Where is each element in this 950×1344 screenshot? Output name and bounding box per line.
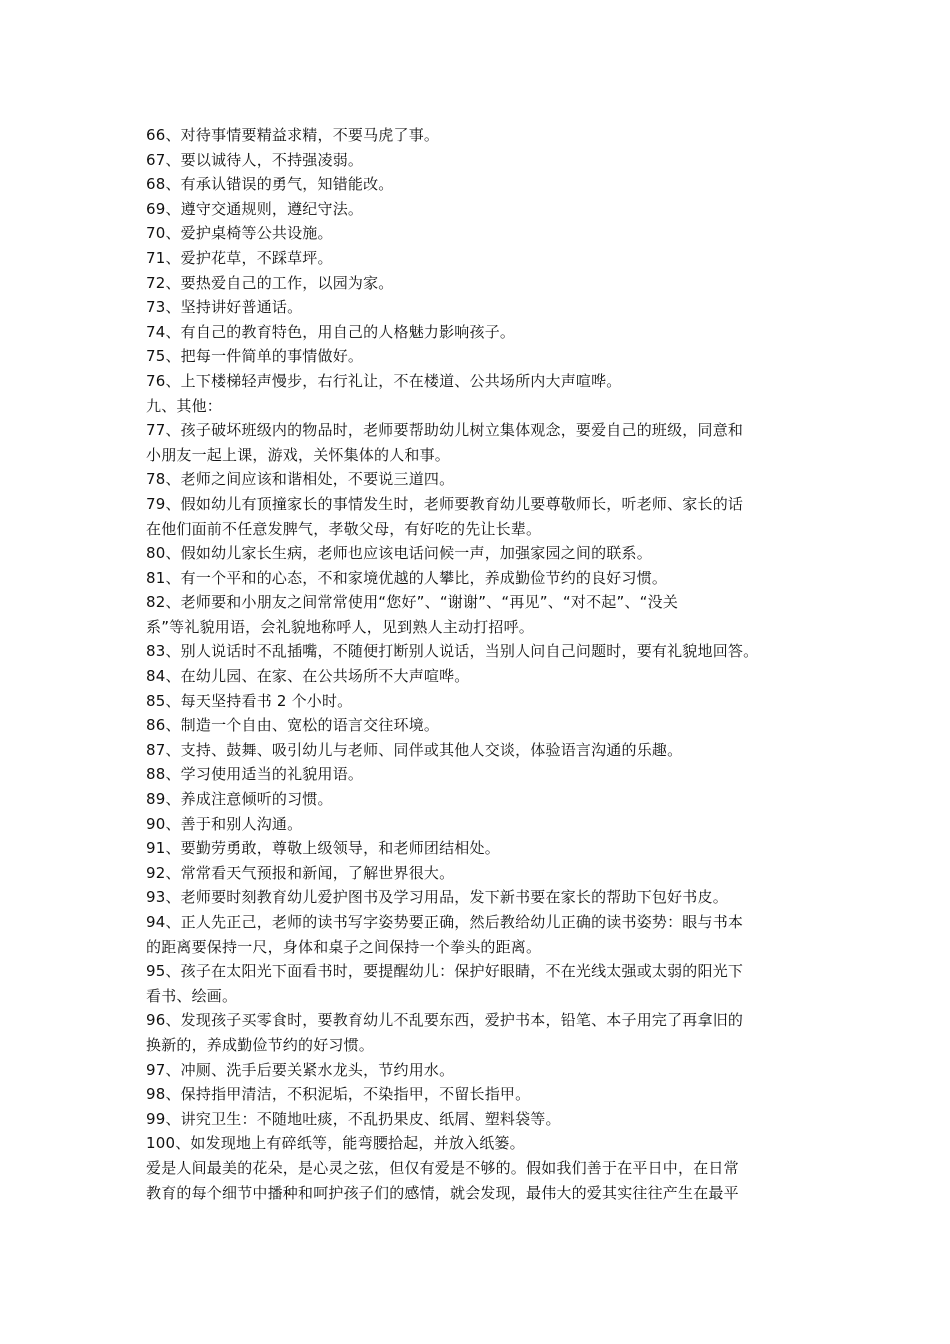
text-line: 70、爱护桌椅等公共设施。: [146, 224, 333, 243]
text-line: 74、有自己的教育特色，用自己的人格魅力影响孩子。: [146, 322, 516, 341]
text-line: 98、保持指甲清洁，不积泥垢，不染指甲，不留长指甲。: [146, 1085, 531, 1104]
text-line: 81、有一个平和的心态，不和家境优越的人攀比，养成勤俭节约的良好习惯。: [146, 568, 668, 587]
text-line: 71、爱护花草，不踩草坪。: [146, 248, 333, 267]
text-line: 68、有承认错误的勇气，知错能改。: [146, 175, 394, 194]
text-line: 76、上下楼梯轻声慢步，右行礼让，不在楼道、公共场所内大声喧哗。: [146, 371, 622, 390]
text-line: 67、要以诚待人，不持强凌弱。: [146, 150, 364, 169]
text-line: 92、常常看天气预报和新闻，了解世界很大。: [146, 863, 455, 882]
text-line: 72、要热爱自己的工作，以园为家。: [146, 273, 394, 292]
text-line: 75、把每一件简单的事情做好。: [146, 347, 364, 366]
text-line: 80、假如幼儿家长生病，老师也应该电话问候一声，加强家园之间的联系。: [146, 544, 652, 563]
text-line: 96、发现孩子买零食时，要教育幼儿不乱要东西，爱护书本，铅笔、本子用完了再拿旧的: [146, 1011, 744, 1030]
text-line: 69、遵守交通规则，遵纪守法。: [146, 199, 364, 218]
text-line: 85、每天坚持看书 2 个小时。: [146, 691, 353, 710]
text-line: 89、养成注意倾听的习惯。: [146, 790, 333, 809]
text-line: 90、善于和别人沟通。: [146, 814, 303, 833]
document-body: [146, 123, 812, 1205]
text-line: 83、别人说话时不乱插嘴，不随便打断别人说话，当别人问自己问题时，要有礼貌地回答。: [146, 642, 759, 661]
text-line: 78、老师之间应该和谐相处，不要说三道四。: [146, 470, 455, 489]
text-line: 99、讲究卫生：不随地吐痰，不乱扔果皮、纸屑、塑料袋等。: [146, 1109, 561, 1128]
text-line: 97、冲厕、洗手后要关紧水龙头，节约用水。: [146, 1060, 455, 1079]
text-line: 82、老师要和小朋友之间常常使用“您好”、“谢谢”、“再见”、“对不起”、“没关: [146, 593, 679, 612]
text-line: 看书、绘画。: [146, 986, 238, 1005]
section-heading: 九、其他：: [146, 396, 223, 415]
text-line: 73、坚持讲好普通话。: [146, 298, 303, 317]
text-line: 88、学习使用适当的礼貌用语。: [146, 765, 364, 784]
text-line: 94、正人先正己，老师的读书写字姿势要正确，然后教给幼儿正确的读书姿势：眼与书本: [146, 913, 744, 931]
text-line: 100、如发现地上有碎纸等，能弯腰拾起，并放入纸篓。: [146, 1134, 525, 1153]
text-line: 换新的，养成勤俭节约的好习惯。: [146, 1035, 375, 1054]
text-line: 93、老师要时刻教育幼儿爱护图书及学习用品，发下新书要在家长的帮助下包好书皮。: [146, 888, 728, 907]
text-line: 91、要勤劳勇敢，尊敬上级领导，和老师团结相处。: [146, 839, 500, 858]
text-line: 87、支持、鼓舞、吸引幼儿与老师、同伴或其他人交谈，体验语言沟通的乐趣。: [146, 740, 683, 759]
text-line: 66、对待事情要精益求精，不要马虎了事。: [146, 126, 440, 144]
text-line: 79、假如幼儿有顶撞家长的事情发生时，老师要教育幼儿要尊敬师长，听老师、家长的话: [146, 494, 744, 513]
text-line: 84、在幼儿园、在家、在公共场所不大声喧哗。: [146, 667, 470, 686]
text-line: 95、孩子在太阳光下面看书时，要提醒幼儿：保护好眼睛，不在光线太强或太弱的阳光下: [146, 962, 744, 981]
text-line: 在他们面前不任意发脾气，孝敬父母，有好吃的先让长辈。: [146, 519, 542, 538]
paragraph-line: 教育的每个细节中播种和呵护孩子们的感情，就会发现，最伟大的爱其实往往产生在最平: [146, 1183, 739, 1202]
text-line: 77、孩子破坏班级内的物品时，老师要帮助幼儿树立集体观念，要爱自己的班级，同意和: [146, 421, 744, 440]
text-line: 的距离要保持一尺，身体和桌子之间保持一个拳头的距离。: [146, 937, 542, 956]
text-line: 86、制造一个自由、宽松的语言交往环境。: [146, 716, 440, 735]
text-line: 系”等礼貌用语，会礼貌地称呼人，见到熟人主动打招呼。: [146, 617, 534, 636]
paragraph-line: 爱是人间最美的花朵，是心灵之弦，但仅有爱是不够的。假如我们善于在平日中，在日常: [146, 1158, 739, 1177]
text-line: 小朋友一起上课，游戏，关怀集体的人和事。: [146, 445, 451, 464]
